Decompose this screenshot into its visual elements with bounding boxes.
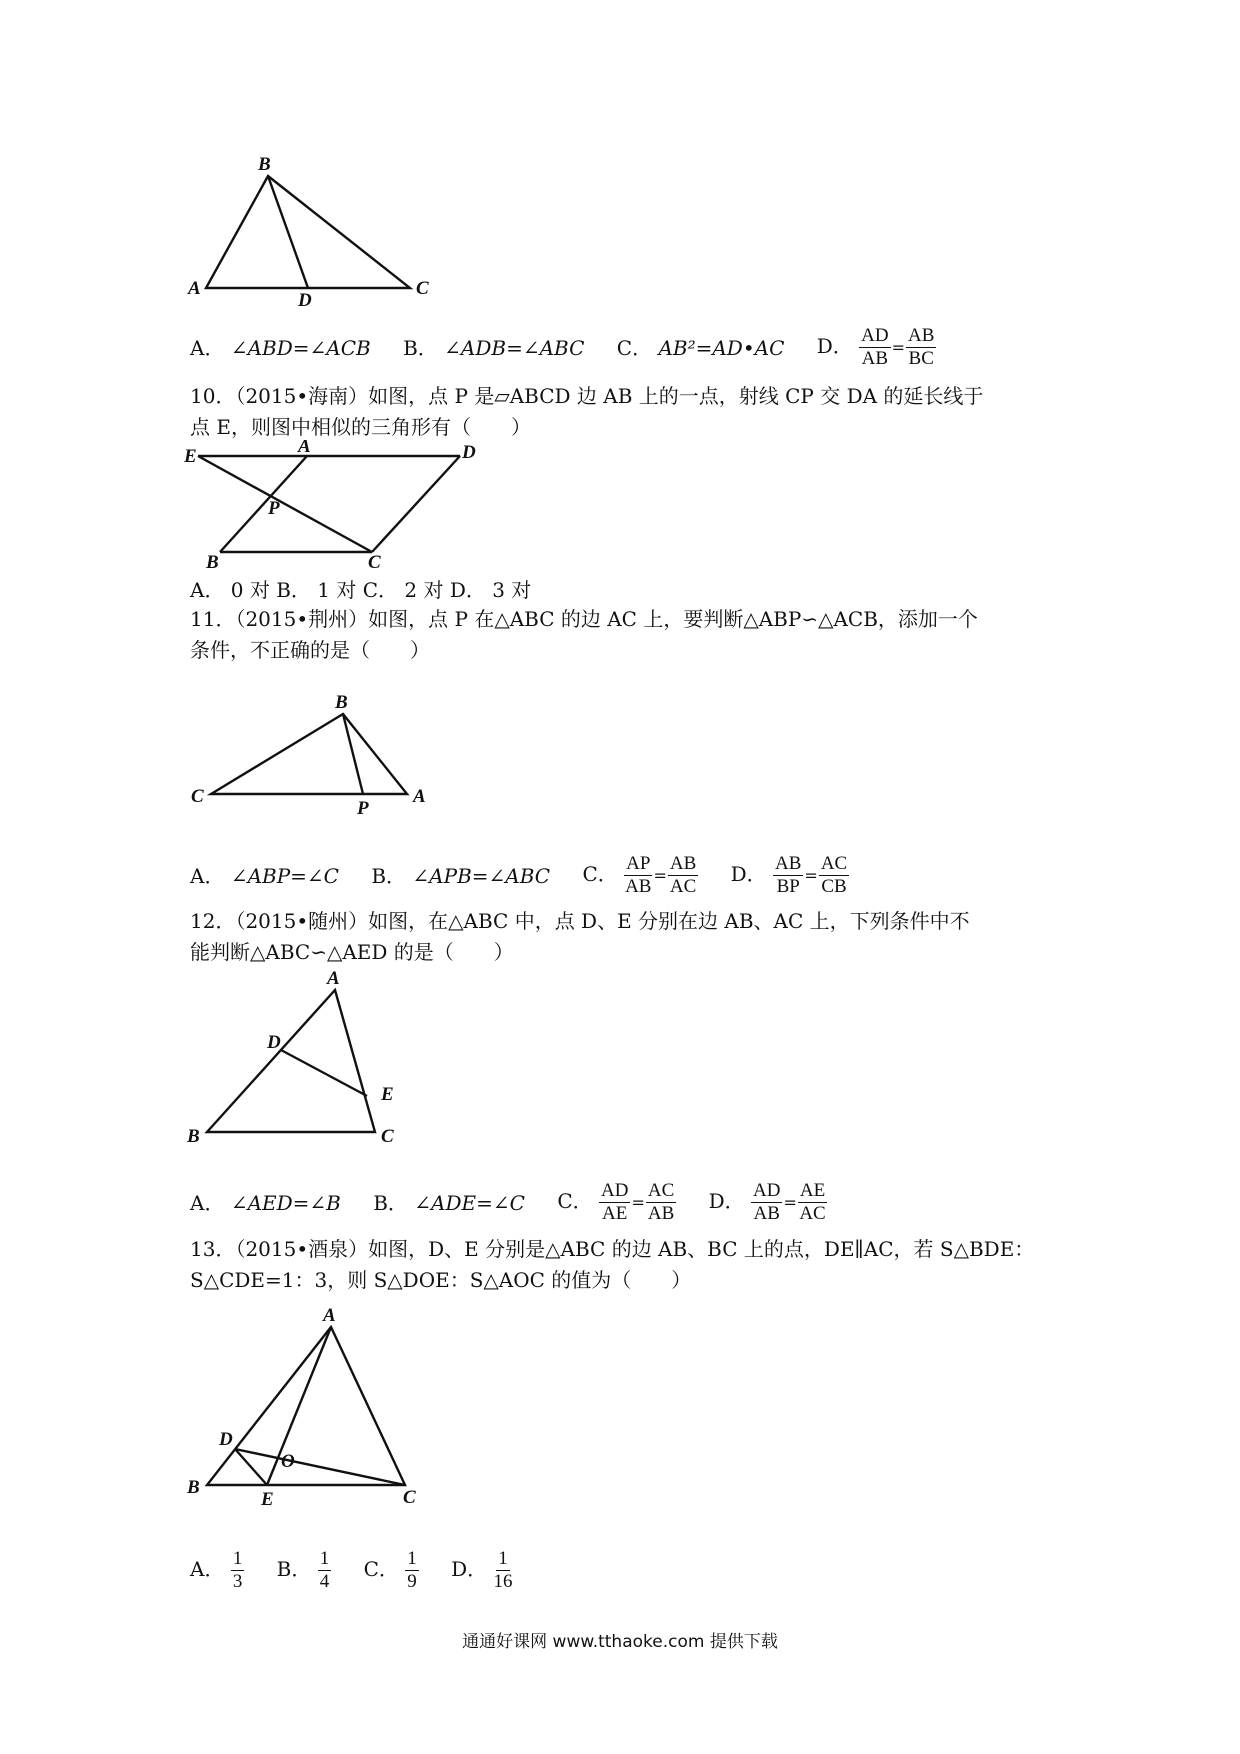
q12-option-d[interactable]: D． $\frac{AD}{AB}$ = $\frac{AE}{AC}$ [708,1180,826,1224]
q9-option-a[interactable]: A． ∠ABD=∠ACB [190,335,371,360]
fraction: $\frac{1}{9}$ [407,1548,417,1592]
q10-label-b: B [206,552,219,570]
fraction: $\frac{AD}{AB}$ [861,325,889,369]
q13-label-d: D [219,1429,233,1450]
q11-option-c[interactable]: C． $\frac{AP}{AB}$ = $\frac{AB}{AC}$ [582,853,697,897]
fraction: $\frac{AD}{AE}$ [600,1180,629,1224]
q9-option-d[interactable]: D． $\frac{AD}{AB}$ = $\frac{AB}{BC}$ [816,325,935,369]
q11-options [190,853,875,898]
q13-figure [183,1305,433,1510]
q13-stem-line2: S△CDE=1：3，则 S△DOE：S△AOC 的值为（ ） [190,1268,692,1292]
q11-stem-line2: 条件，不正确的是（ ） [190,638,430,662]
q10-label-d: D [462,442,476,463]
q13-label-e: E [261,1489,274,1510]
fraction: $\frac{AB}{BP}$ [775,853,802,897]
q11-label-c: C [191,786,204,807]
q12-label-c: C [381,1126,394,1147]
fraction: $\frac{AB}{BC}$ [908,325,935,369]
q13-option-c[interactable]: C． $\frac{1}{9}$ [363,1548,417,1592]
fraction: $\frac{1}{16}$ [493,1548,513,1592]
q10-stem-line2: 点 E，则图中相似的三角形有（ ） [190,415,531,439]
q9-label-a: A [188,278,201,299]
page-footer: 通通好课网 www.tthaoke.com 提供下载 [462,1632,778,1652]
q9-figure [180,148,440,308]
q13-option-b[interactable]: B． $\frac{1}{4}$ [276,1548,330,1592]
q12-option-c[interactable]: C． $\frac{AD}{AE}$ = $\frac{AC}{AB}$ [557,1180,675,1224]
fraction: $\frac{1}{4}$ [319,1548,330,1592]
q11-option-b[interactable]: B． ∠APB=∠ABC [371,863,551,888]
q13-label-a: A [323,1305,336,1326]
q10-options[interactable]: A． 0 对 B． 1 对 C． 2 对 D． 3 对 [190,578,532,602]
q13-label-b: B [187,1477,200,1498]
q12-label-a: A [327,970,340,989]
q9-option-b[interactable]: B． ∠ADB=∠ABC [403,335,585,360]
q9-option-c[interactable]: C． AB²=AD•AC [616,335,785,360]
q11-stem-line1: 11．（2015•荆州）如图，点 P 在△ABC 的边 AC 上，要判断△ABP∽△ACB，添加一个 [190,607,978,631]
fraction: $\frac{AE}{AC}$ [799,1180,826,1224]
q10-label-a: A [298,440,311,457]
fraction: $\frac{1}{3}$ [232,1548,243,1592]
fraction: $\frac{AD}{AB}$ [753,1180,781,1224]
q12-option-a[interactable]: A． ∠AED=∠B [190,1190,341,1215]
q10-label-p: P [268,498,280,519]
q11-label-b: B [335,692,348,713]
q12-option-b[interactable]: B． ∠ADE=∠C [373,1190,525,1215]
q9-label-b: B [258,154,271,175]
q9-options [190,325,962,370]
q11-option-a[interactable]: A． ∠ABP=∠C [190,863,339,888]
q10-label-e: E [184,446,197,467]
q9-label-c: C [416,278,429,299]
q12-stem-line2: 能判断△ABC∽△AED 的是（ ） [190,940,514,964]
fraction: $\frac{AC}{AB}$ [647,1180,675,1224]
q12-label-d: D [267,1032,281,1053]
fraction: $\frac{AC}{CB}$ [820,853,848,897]
q11-figure [185,688,445,828]
q12-stem-line1: 12．（2015•随州）如图，在△ABC 中，点 D、E 分别在边 AB、AC 上，下列条件中不 [190,909,970,933]
q9-label-d: D [298,290,312,308]
fraction: $\frac{AB}{AC}$ [669,853,697,897]
q10-figure [182,440,482,570]
q13-options [190,1548,539,1593]
q12-options [190,1180,853,1225]
q10-label-c: C [368,552,381,570]
q13-label-o: O [281,1451,295,1472]
q12-label-b: B [187,1126,200,1147]
q13-label-c: C [403,1487,416,1508]
fraction: $\frac{AP}{AB}$ [625,853,652,897]
q11-option-d[interactable]: D． $\frac{AB}{BP}$ = $\frac{AC}{CB}$ [730,853,848,897]
q11-label-a: A [413,786,426,807]
q13-option-d[interactable]: D． $\frac{1}{16}$ [451,1548,513,1592]
q10-stem-line1: 10．（2015•海南）如图，点 P 是▱ABCD 边 AB 上的一点，射线 CP 交 DA 的延长线于 [190,384,984,408]
q12-figure [183,970,423,1160]
q13-option-a[interactable]: A． $\frac{1}{3}$ [190,1548,243,1592]
q13-stem-line1: 13．（2015•酒泉）如图，D、E 分别是△ABC 的边 AB、BC 上的点，DE∥AC，若 S△BDE： [190,1237,1035,1261]
q12-label-e: E [381,1084,394,1105]
q11-label-p: P [357,798,369,819]
